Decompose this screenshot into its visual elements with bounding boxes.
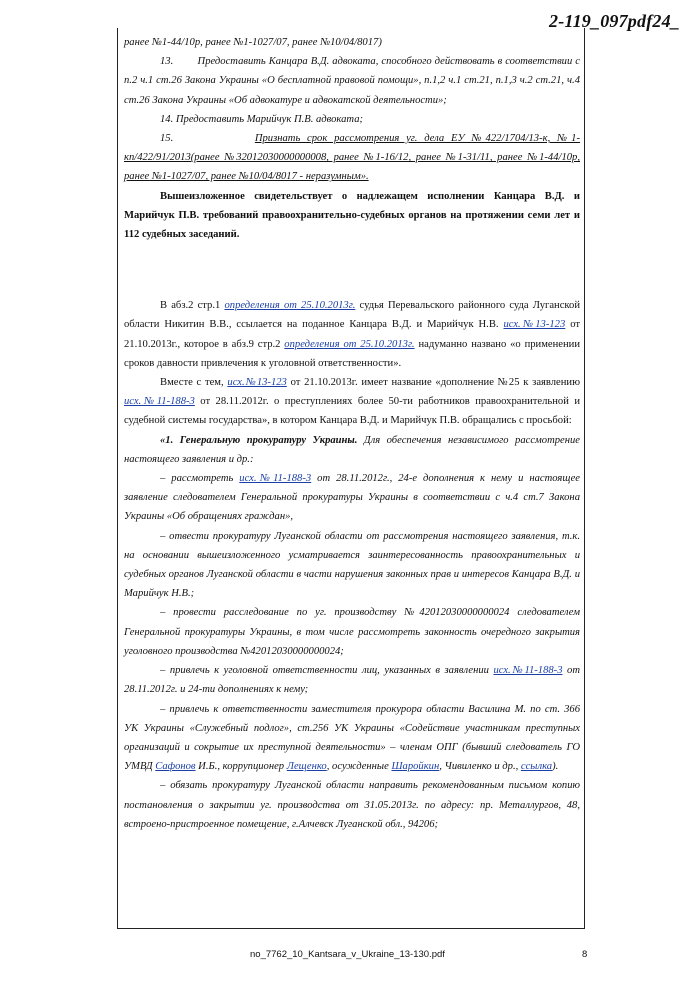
text-span: И.Б., коррупционер (195, 761, 287, 773)
paragraph-2 (124, 373, 580, 431)
text-line: ранее №1-44/10р, ранее №1-1027/07, ранее №10/04/8017) (124, 37, 382, 48)
document-id: 2-119_097pdf24_ (549, 11, 680, 31)
list-item-14: 14. Предоставить Марийчук П.В. адвоката; (160, 113, 364, 125)
text-span: судья Перевальского районного суда Луганской области Никитин В.В., ссылается на поданное Канцара В.Д. и Марийчук Н.В. (124, 300, 581, 331)
text-span: надуманно названо «о применении сроков давности привлечения к уголовной ответственности». (124, 338, 580, 369)
quote-heading: «1. Генеральную прокуратуру Украины. (160, 434, 358, 446)
text-span: – привлечь к уголовной ответственности лиц, указанных в заявлении (160, 665, 494, 677)
text-span: , Чивиленко и др., (439, 761, 521, 773)
ref-link[interactable]: исх.№11-188-3 (239, 473, 312, 485)
text-span: – привлечь к ответственности заместителя прокурора области Василина М. по ст. 366 УК Украины «Служебный подлог», ст.256 УК Украины «Содействие участникам преступных организаций и сокрытие их преступной деятельности» – членам ОПГ (бывший следователь ГО УМВД (124, 703, 580, 773)
text-span: ). (552, 761, 559, 773)
quote-item-5 (124, 661, 580, 699)
paragraph-1 (124, 296, 580, 373)
text-span: от 28.11.2012г. и 24-ти дополнениях к нему; (124, 665, 580, 696)
item-number: 15. (160, 133, 174, 145)
ref-link[interactable]: исх.№13-123 (227, 377, 287, 389)
ruling-link[interactable]: определения от 25.10.2013г. (224, 300, 356, 312)
person-link[interactable]: Лещенко (286, 761, 327, 773)
ref-link[interactable]: исх.№11-188-3 (124, 396, 195, 408)
document-body (124, 33, 580, 834)
page-number: 8 (582, 949, 588, 960)
text-span: от 28.11.2012г. о преступлениях более 50-ти работников правоохранительной и судебной системы государства», в котором Канцара В.Д. и Марийчук П.В. обращались с просьбой: (124, 396, 580, 427)
bold-paragraph: Вышеизложенное свидетельствует о надлежащем исполнении Канцара В.Д. и Марийчук П.В. требований правоохранительно-судебных органов на протяжении семи лет и 112 судебных заседаний. (124, 190, 580, 241)
text-span: от 21.10.2013г., которое в абз.9 стр.2 (124, 319, 581, 350)
ref-link[interactable]: исх.№11-188-3 (493, 665, 563, 677)
ruling-link[interactable]: определения от 25.10.2013г. (284, 338, 415, 350)
text-span: Вместе с тем, (160, 377, 228, 389)
quote-item-2 (124, 469, 580, 527)
ref-link[interactable]: исх.№13-123 (503, 319, 566, 331)
quote-item-6 (124, 700, 580, 777)
source-link[interactable]: ссылка (520, 761, 553, 773)
text-span: , осужденные (326, 761, 392, 773)
text-span: – рассмотреть (160, 473, 240, 485)
spacer (124, 244, 580, 296)
quote-item-7: – обязать прокуратуру Луганской области направить рекомендованным письмом копию постановления о закрытии уг. производства от 31.05.2013г. по адресу: пр. Металлургов, 48, встроено-пристроенное помещение, г.Алчевск Луганской обл., 94206; (124, 780, 580, 830)
text-span: Для обеспечения независимого рассмотрение настоящего заявления и др.: (124, 434, 580, 465)
item-number: 13. (160, 56, 174, 68)
footer-filename: no_7762_10_Kantsara_v_Ukraine_13-130.pdf (250, 949, 445, 960)
text-span: от 28.11.2012г., 24-е дополнения к нему и настоящее заявление следователем Генеральной прокуратуры Украины в соответствии с ч.4 ст.7 Закона Украины «Об обращениях граждан», (124, 473, 581, 523)
text-span: В абз.2 стр.1 (160, 300, 225, 312)
list-item-13 (124, 52, 580, 110)
quote-item-3: – отвести прокуратуру Луганской области от рассмотрения настоящего заявления, т.к. на основании вышеизложенного усматривается заинтересованность правоохранительных и судебных органов Луганской области в части нарушения законных прав и интересов Канцара В.Д. и Марийчук Н.В.; (124, 530, 580, 600)
item-text: Признать срок рассмотрения уг. дела ЕУ №422/1704/13-к, №1-кп/422/91/2013(ранее №32012030000000008, ранее №1-16/12, ранее №1-31/11, ранее №1-44/10р, ранее №1-1027/07, ранее №10/04/8017 - неразумным». (124, 133, 581, 183)
text-span: от 21.10.2013г. имеет название «дополнение №25 к заявлению (286, 377, 580, 389)
quote-item-4: – провести расследование по уг. производству №42012030000000024 следователем Генеральной прокуратуры Украины, в том числе рассмотреть законность очередного закрытия уголовного производства №42012030000000024; (124, 607, 580, 657)
quote-item-1 (124, 431, 580, 469)
person-link[interactable]: Сафонов (155, 761, 196, 773)
item-text: Предоставить Канцара В.Д. адвоката, способного действовать в соответствии с п.2 ч.1 ст.26 Закона Украины «О бесплатной правовой помощи», п.1,2 ч.1 ст.21, п.1,3 ч.2 ст.21, ч.4 ст.26 Закона Украины «Об адвокатуре и адвокатской деятельности»; (124, 56, 580, 106)
list-item-15 (124, 129, 580, 187)
person-link[interactable]: Шаройкин (391, 761, 440, 773)
